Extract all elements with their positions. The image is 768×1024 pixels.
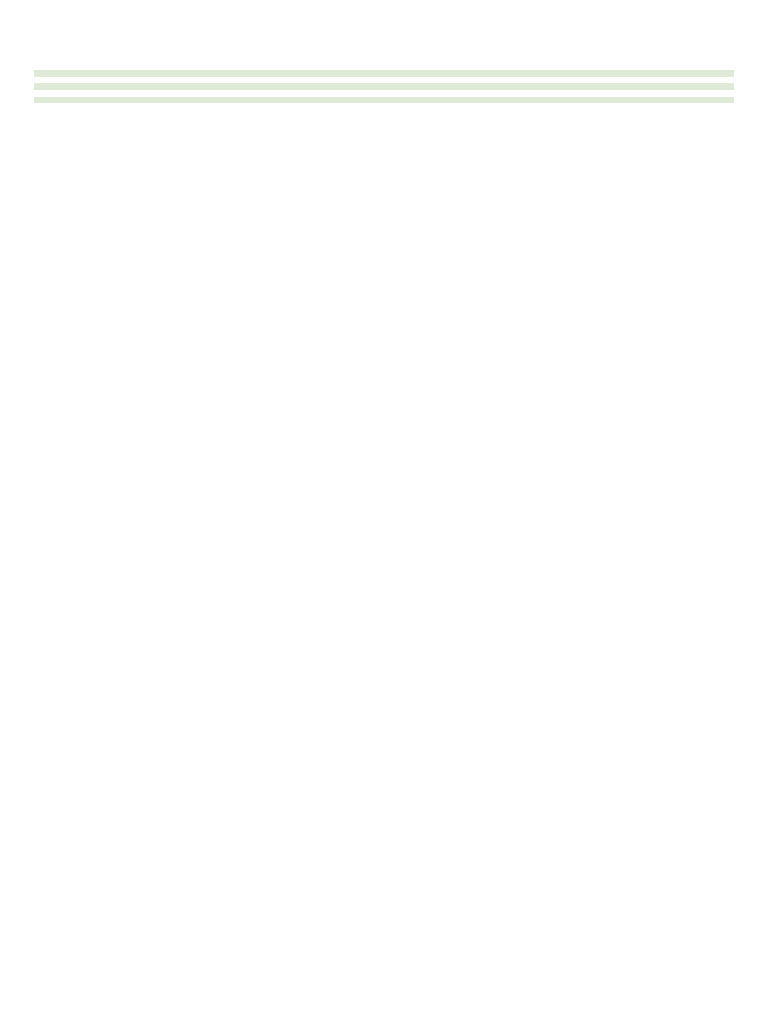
cell-date — [660, 83, 734, 90]
cell-city — [292, 90, 348, 97]
cell-city — [292, 77, 348, 84]
cell-city — [292, 70, 348, 77]
table-row — [34, 90, 734, 97]
cell-phone-2 — [426, 77, 470, 84]
table-row — [34, 97, 734, 104]
cell-address — [182, 97, 292, 104]
cell-address — [182, 70, 292, 77]
cell-last-name — [34, 83, 123, 90]
cell-email[interactable] — [470, 70, 620, 77]
cell-email[interactable] — [470, 77, 620, 84]
cell-first-name — [123, 77, 182, 84]
cell-zip — [360, 83, 382, 90]
cell-zip — [360, 70, 382, 77]
cell-email[interactable] — [470, 90, 620, 97]
table-row — [34, 77, 734, 84]
cell-phone-2 — [426, 83, 470, 90]
cell-last-name — [34, 70, 123, 77]
contacts-table-body — [34, 70, 734, 103]
cell-phone-2 — [426, 90, 470, 97]
cell-phone-1 — [382, 70, 426, 77]
cell-address — [182, 83, 292, 90]
cell-last-name — [34, 97, 123, 104]
cell-code — [620, 97, 660, 104]
cell-phone-2 — [426, 70, 470, 77]
cell-state — [348, 97, 360, 104]
cell-address — [182, 90, 292, 97]
cell-first-name — [123, 70, 182, 77]
cell-zip — [360, 97, 382, 104]
cell-phone-1 — [382, 97, 426, 104]
cell-city — [292, 83, 348, 90]
cell-code — [620, 70, 660, 77]
cell-zip — [360, 77, 382, 84]
cell-address — [182, 77, 292, 84]
cell-date — [660, 77, 734, 84]
contacts-table — [34, 70, 734, 103]
cell-date — [660, 90, 734, 97]
cell-email[interactable] — [470, 83, 620, 90]
cell-state — [348, 77, 360, 84]
table-row — [34, 83, 734, 90]
cell-state — [348, 83, 360, 90]
cell-code — [620, 83, 660, 90]
cell-phone-2 — [426, 97, 470, 104]
cell-code — [620, 77, 660, 84]
cell-date — [660, 97, 734, 104]
contact-sheet — [34, 70, 734, 103]
cell-date — [660, 70, 734, 77]
cell-email[interactable] — [470, 97, 620, 104]
cell-first-name — [123, 83, 182, 90]
cell-last-name — [34, 90, 123, 97]
cell-first-name — [123, 97, 182, 104]
cell-state — [348, 70, 360, 77]
cell-code — [620, 90, 660, 97]
cell-phone-1 — [382, 90, 426, 97]
cell-phone-1 — [382, 77, 426, 84]
cell-city — [292, 97, 348, 104]
cell-last-name — [34, 77, 123, 84]
cell-first-name — [123, 90, 182, 97]
cell-zip — [360, 90, 382, 97]
table-row — [34, 70, 734, 77]
cell-phone-1 — [382, 83, 426, 90]
cell-state — [348, 90, 360, 97]
